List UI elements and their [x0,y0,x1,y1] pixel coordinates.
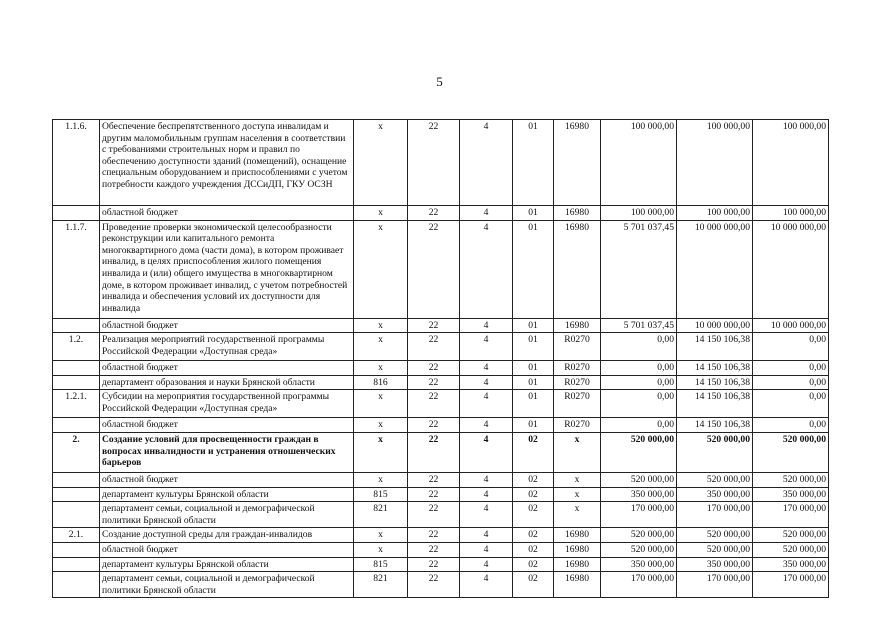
subprogram-code-cell: 4 [460,487,513,502]
grbs-code-cell: x [354,542,408,557]
amount-year2-cell: 100 000,00 [677,206,753,221]
grbs-code-cell: 815 [354,557,408,572]
program-code-cell: 22 [408,333,460,361]
subprogram-code-cell: 4 [460,572,513,598]
table-row [53,318,829,333]
row-number-cell [53,361,100,376]
direction-code-cell: R0270 [554,418,601,433]
item-name-cell: областной бюджет [100,418,354,433]
activity-code-cell: 02 [513,557,554,572]
activity-code-cell: 01 [513,206,554,221]
amount-year3-cell: 170 000,00 [753,502,829,528]
direction-code-cell: R0270 [554,375,601,390]
grbs-code-cell: x [354,206,408,221]
grbs-code-cell: x [354,361,408,376]
grbs-code-cell: 815 [354,487,408,502]
amount-year3-cell: 10 000 000,00 [753,220,829,318]
amount-year2-cell: 14 150 106,38 [677,418,753,433]
subprogram-code-cell: 4 [460,206,513,221]
program-code-cell: 22 [408,487,460,502]
program-code-cell: 22 [408,220,460,318]
subprogram-code-cell: 4 [460,390,513,418]
item-name-cell: департамент семьи, социальной и демографической политики Брянской области [100,572,354,598]
table-row [53,542,829,557]
table-row [53,432,829,472]
row-number-cell [53,557,100,572]
program-code-cell: 22 [408,472,460,487]
direction-code-cell: R0270 [554,333,601,361]
grbs-code-cell: 816 [354,375,408,390]
activity-code-cell: 01 [513,390,554,418]
amount-year1-cell: 100 000,00 [601,206,677,221]
amount-year3-cell: 10 000 000,00 [753,318,829,333]
subprogram-code-cell: 4 [460,333,513,361]
activity-code-cell: 01 [513,333,554,361]
activity-code-cell: 02 [513,487,554,502]
amount-year2-cell: 10 000 000,00 [677,220,753,318]
direction-code-cell: 16980 [554,120,601,206]
subprogram-code-cell: 4 [460,318,513,333]
program-code-cell: 22 [408,557,460,572]
grbs-code-cell: x [354,120,408,206]
item-name-cell: областной бюджет [100,472,354,487]
amount-year1-cell: 5 701 037,45 [601,220,677,318]
subprogram-code-cell: 4 [460,418,513,433]
item-name-cell: областной бюджет [100,542,354,557]
program-code-cell: 22 [408,375,460,390]
amount-year1-cell: 0,00 [601,418,677,433]
activity-code-cell: 01 [513,220,554,318]
amount-year2-cell: 170 000,00 [677,572,753,598]
amount-year2-cell: 100 000,00 [677,120,753,206]
subprogram-code-cell: 4 [460,472,513,487]
program-code-cell: 22 [408,390,460,418]
subprogram-code-cell: 4 [460,432,513,472]
amount-year1-cell: 520 000,00 [601,472,677,487]
item-name-cell: областной бюджет [100,206,354,221]
amount-year2-cell: 520 000,00 [677,472,753,487]
table-body [53,120,829,598]
amount-year1-cell: 0,00 [601,390,677,418]
grbs-code-cell: x [354,390,408,418]
amount-year2-cell: 14 150 106,38 [677,390,753,418]
row-number-cell [53,318,100,333]
direction-code-cell: 16980 [554,220,601,318]
program-code-cell: 22 [408,120,460,206]
item-name-cell: департамент образования и науки Брянской области [100,375,354,390]
program-code-cell: 22 [408,318,460,333]
table-row [53,120,829,206]
row-number-cell [53,375,100,390]
amount-year1-cell: 350 000,00 [601,557,677,572]
activity-code-cell: 01 [513,120,554,206]
activity-code-cell: 02 [513,472,554,487]
item-name-cell: Субсидии на мероприятия государственной программы Российской Федерации «Доступная среда» [100,390,354,418]
grbs-code-cell: 821 [354,572,408,598]
amount-year1-cell: 5 701 037,45 [601,318,677,333]
amount-year3-cell: 100 000,00 [753,120,829,206]
table-row [53,333,829,361]
subprogram-code-cell: 4 [460,120,513,206]
amount-year1-cell: 0,00 [601,361,677,376]
row-number-cell [53,502,100,528]
item-name-cell: департамент культуры Брянской области [100,557,354,572]
amount-year2-cell: 520 000,00 [677,432,753,472]
item-name-cell: Проведение проверки экономической целесообразности реконструкции или капитального ремонта многоквартирного дома (части дома), в котором проживает инвалид, в целях приспособления жилого помещения инвалида и (или) общего имущества в многоквартирном доме, в котором проживает инвалид, с учетом потребностей инвалида и обеспечения условий их доступности для инвалида [100,220,354,318]
direction-code-cell: x [554,472,601,487]
grbs-code-cell: x [354,418,408,433]
activity-code-cell: 01 [513,361,554,376]
page-number: 5 [436,74,443,89]
item-name-cell: областной бюджет [100,318,354,333]
amount-year3-cell: 0,00 [753,390,829,418]
direction-code-cell: x [554,487,601,502]
direction-code-cell: R0270 [554,390,601,418]
program-code-cell: 22 [408,418,460,433]
direction-code-cell: R0270 [554,361,601,376]
item-name-cell: Создание условий для просвещенности граждан в вопросах инвалидности и устранения отношенческих барьеров [100,432,354,472]
program-code-cell: 22 [408,528,460,543]
subprogram-code-cell: 4 [460,528,513,543]
row-number-cell [53,206,100,221]
grbs-code-cell: x [354,220,408,318]
amount-year3-cell: 0,00 [753,375,829,390]
direction-code-cell: 16980 [554,318,601,333]
amount-year3-cell: 170 000,00 [753,572,829,598]
amount-year3-cell: 520 000,00 [753,472,829,487]
program-code-cell: 22 [408,361,460,376]
grbs-code-cell: x [354,318,408,333]
amount-year3-cell: 520 000,00 [753,542,829,557]
row-number-cell [53,572,100,598]
table-row [53,572,829,598]
subprogram-code-cell: 4 [460,220,513,318]
direction-code-cell: x [554,432,601,472]
activity-code-cell: 02 [513,528,554,543]
amount-year3-cell: 350 000,00 [753,487,829,502]
amount-year2-cell: 520 000,00 [677,528,753,543]
grbs-code-cell: x [354,472,408,487]
activity-code-cell: 02 [513,542,554,557]
activity-code-cell: 02 [513,502,554,528]
amount-year3-cell: 100 000,00 [753,206,829,221]
row-number-cell: 2. [53,432,100,472]
row-number-cell: 1.1.7. [53,220,100,318]
direction-code-cell: x [554,502,601,528]
table-row [53,557,829,572]
amount-year1-cell: 520 000,00 [601,432,677,472]
subprogram-code-cell: 4 [460,361,513,376]
table-row [53,361,829,376]
direction-code-cell: 16980 [554,557,601,572]
amount-year2-cell: 14 150 106,38 [677,375,753,390]
item-name-cell: департамент семьи, социальной и демографической политики Брянской области [100,502,354,528]
row-number-cell: 2.1. [53,528,100,543]
amount-year1-cell: 0,00 [601,375,677,390]
table-row [53,375,829,390]
amount-year1-cell: 350 000,00 [601,487,677,502]
amount-year2-cell: 10 000 000,00 [677,318,753,333]
activity-code-cell: 02 [513,432,554,472]
table-row [53,487,829,502]
table-row [53,472,829,487]
amount-year2-cell: 520 000,00 [677,542,753,557]
row-number-cell [53,542,100,557]
amount-year3-cell: 0,00 [753,333,829,361]
amount-year1-cell: 170 000,00 [601,572,677,598]
item-name-cell: Реализация мероприятий государственной программы Российской Федерации «Доступная среда» [100,333,354,361]
amount-year3-cell: 520 000,00 [753,528,829,543]
row-number-cell: 1.2. [53,333,100,361]
direction-code-cell: 16980 [554,206,601,221]
grbs-code-cell: 821 [354,502,408,528]
table-row [53,502,829,528]
row-number-cell [53,472,100,487]
amount-year2-cell: 14 150 106,38 [677,361,753,376]
item-name-cell: Обеспечение беспрепятственного доступа инвалидам и другим маломобильным группам населения в соответствии с требованиями строительных норм и правил по обеспечению доступности зданий (помещений), оснащение специальным оборудованием и приспособлениями с учетом потребности каждого учреждения ДССиДП, ГКУ ОСЗН [100,120,354,206]
program-code-cell: 22 [408,502,460,528]
activity-code-cell: 01 [513,418,554,433]
row-number-cell: 1.1.6. [53,120,100,206]
table-row [53,418,829,433]
subprogram-code-cell: 4 [460,502,513,528]
amount-year3-cell: 0,00 [753,361,829,376]
program-code-cell: 22 [408,432,460,472]
amount-year2-cell: 14 150 106,38 [677,333,753,361]
amount-year1-cell: 520 000,00 [601,528,677,543]
table-row [53,206,829,221]
direction-code-cell: 16980 [554,572,601,598]
table-row [53,390,829,418]
row-number-cell [53,487,100,502]
table-row [53,220,829,318]
amount-year3-cell: 0,00 [753,418,829,433]
amount-year3-cell: 350 000,00 [753,557,829,572]
activity-code-cell: 01 [513,318,554,333]
program-code-cell: 22 [408,206,460,221]
grbs-code-cell: x [354,528,408,543]
row-number-cell [53,418,100,433]
subprogram-code-cell: 4 [460,557,513,572]
budget-table [52,119,829,598]
table-row [53,528,829,543]
amount-year1-cell: 100 000,00 [601,120,677,206]
item-name-cell: департамент культуры Брянской области [100,487,354,502]
amount-year3-cell: 520 000,00 [753,432,829,472]
direction-code-cell: 16980 [554,528,601,543]
subprogram-code-cell: 4 [460,375,513,390]
activity-code-cell: 01 [513,375,554,390]
program-code-cell: 22 [408,572,460,598]
amount-year2-cell: 350 000,00 [677,557,753,572]
grbs-code-cell: x [354,333,408,361]
row-number-cell: 1.2.1. [53,390,100,418]
amount-year1-cell: 0,00 [601,333,677,361]
grbs-code-cell: x [354,432,408,472]
amount-year1-cell: 520 000,00 [601,542,677,557]
amount-year1-cell: 170 000,00 [601,502,677,528]
amount-year2-cell: 170 000,00 [677,502,753,528]
activity-code-cell: 02 [513,572,554,598]
direction-code-cell: 16980 [554,542,601,557]
subprogram-code-cell: 4 [460,542,513,557]
item-name-cell: областной бюджет [100,361,354,376]
item-name-cell: Создание доступной среды для граждан-инвалидов [100,528,354,543]
amount-year2-cell: 350 000,00 [677,487,753,502]
program-code-cell: 22 [408,542,460,557]
